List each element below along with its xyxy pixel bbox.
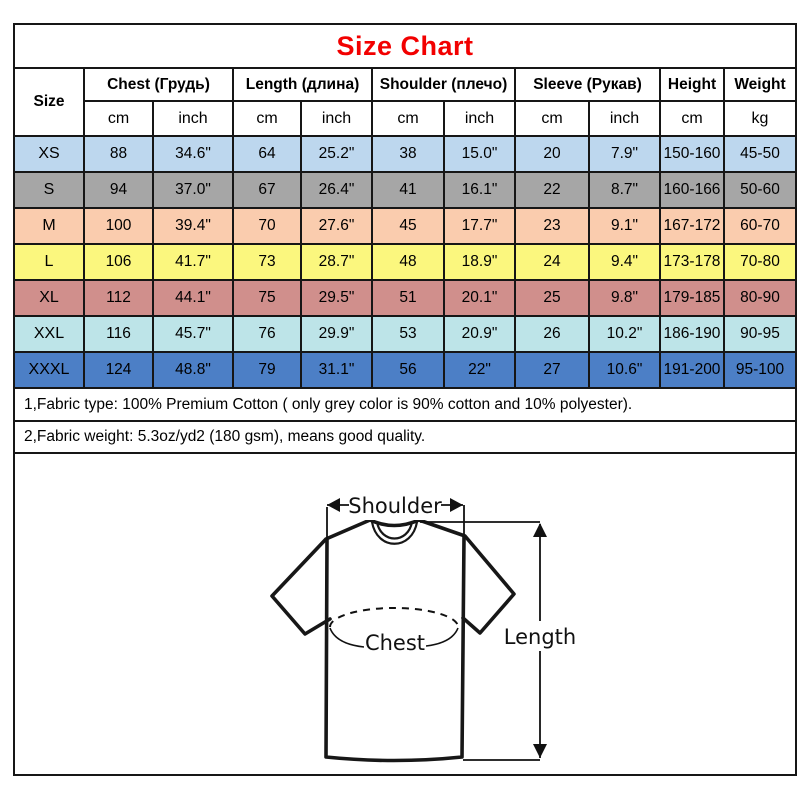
cell: 179-185 (660, 280, 724, 316)
size-label: XS (14, 136, 84, 172)
cell: 50-60 (724, 172, 796, 208)
chest-label: Chest (364, 631, 426, 655)
cell: 48.8" (153, 352, 233, 388)
cell: 76 (233, 316, 301, 352)
size-row-xxxl (14, 352, 796, 388)
cell: 9.8" (589, 280, 660, 316)
cell: 160-166 (660, 172, 724, 208)
unit-cell: cm (233, 101, 301, 136)
cell: 20.1" (444, 280, 515, 316)
cell: 167-172 (660, 208, 724, 244)
page-title: Size Chart (14, 24, 796, 68)
cell: 100 (84, 208, 153, 244)
shoulder-arrowhead-right (450, 498, 463, 512)
cell: 48 (372, 244, 444, 280)
col-header-sleeve: Sleeve (Рукав) (515, 68, 660, 101)
col-header-chest: Chest (Грудь) (84, 68, 233, 101)
cell: 106 (84, 244, 153, 280)
unit-cell: cm (84, 101, 153, 136)
cell: 16.1" (444, 172, 515, 208)
fabric-type-note: 1,Fabric type: 100% Premium Cotton ( only grey color is 90% cotton and 10% polyester). (14, 388, 796, 421)
cell: 28.7" (301, 244, 372, 280)
tshirt-left-sleeve (272, 520, 370, 634)
header-units-row (14, 101, 796, 136)
size-label: M (14, 208, 84, 244)
cell: 17.7" (444, 208, 515, 244)
unit-cell: inch (589, 101, 660, 136)
note-row-2 (14, 421, 796, 453)
cell: 39.4" (153, 208, 233, 244)
size-label: L (14, 244, 84, 280)
cell: 56 (372, 352, 444, 388)
cell: 45 (372, 208, 444, 244)
unit-cell: kg (724, 101, 796, 136)
header-group-row (14, 68, 796, 101)
cell: 22" (444, 352, 515, 388)
unit-cell: cm (372, 101, 444, 136)
cell: 51 (372, 280, 444, 316)
size-label: XXXL (14, 352, 84, 388)
cell: 53 (372, 316, 444, 352)
cell: 88 (84, 136, 153, 172)
cell: 29.5" (301, 280, 372, 316)
col-header-height: Height (660, 68, 724, 101)
cell: 20.9" (444, 316, 515, 352)
col-header-length: Length (длина) (233, 68, 372, 101)
cell: 8.7" (589, 172, 660, 208)
cell: 27 (515, 352, 589, 388)
cell: 116 (84, 316, 153, 352)
size-label: XXL (14, 316, 84, 352)
note-row-1 (14, 388, 796, 421)
cell: 18.9" (444, 244, 515, 280)
cell: 41.7" (153, 244, 233, 280)
shoulder-label: Shoulder (348, 494, 442, 518)
col-header-shoulder: Shoulder (плечо) (372, 68, 515, 101)
size-row-l (14, 244, 796, 280)
unit-cell: inch (301, 101, 372, 136)
tshirt-right-sleeve (419, 520, 514, 633)
cell: 64 (233, 136, 301, 172)
col-header-size: Size (14, 68, 84, 136)
cell: 95-100 (724, 352, 796, 388)
size-row-xxl (14, 316, 796, 352)
shoulder-arrowhead-left (327, 498, 340, 512)
cell: 80-90 (724, 280, 796, 316)
size-label: XL (14, 280, 84, 316)
size-row-m (14, 208, 796, 244)
cell: 45-50 (724, 136, 796, 172)
cell: 73 (233, 244, 301, 280)
cell: 27.6" (301, 208, 372, 244)
cell: 31.1" (301, 352, 372, 388)
cell: 150-160 (660, 136, 724, 172)
cell: 45.7" (153, 316, 233, 352)
unit-cell: inch (153, 101, 233, 136)
size-row-xl (14, 280, 796, 316)
cell: 22 (515, 172, 589, 208)
cell: 25.2" (301, 136, 372, 172)
cell: 124 (84, 352, 153, 388)
unit-cell: cm (515, 101, 589, 136)
diagram-row (14, 453, 796, 775)
cell: 34.6" (153, 136, 233, 172)
cell: 10.2" (589, 316, 660, 352)
cell: 79 (233, 352, 301, 388)
cell: 60-70 (724, 208, 796, 244)
cell: 67 (233, 172, 301, 208)
size-label: S (14, 172, 84, 208)
cell: 38 (372, 136, 444, 172)
length-arrowhead-up (533, 523, 547, 537)
chest-arc-right (426, 628, 458, 646)
title-row (14, 24, 796, 68)
chest-arc-left (330, 628, 364, 647)
cell: 41 (372, 172, 444, 208)
cell: 9.1" (589, 208, 660, 244)
cell: 20 (515, 136, 589, 172)
chest-dashed-arc (330, 608, 458, 627)
cell: 70 (233, 208, 301, 244)
fabric-weight-note: 2,Fabric weight: 5.3oz/yd2 (180 gsm), means good quality. (14, 421, 796, 453)
cell: 186-190 (660, 316, 724, 352)
unit-cell: cm (660, 101, 724, 136)
cell: 75 (233, 280, 301, 316)
length-arrowhead-down (533, 744, 547, 758)
size-row-s (14, 172, 796, 208)
col-header-weight: Weight (724, 68, 796, 101)
cell: 7.9" (589, 136, 660, 172)
cell: 24 (515, 244, 589, 280)
cell: 70-80 (724, 244, 796, 280)
cell: 29.9" (301, 316, 372, 352)
cell: 26.4" (301, 172, 372, 208)
unit-cell: inch (444, 101, 515, 136)
size-chart-sheet (13, 23, 795, 776)
size-row-xs (14, 136, 796, 172)
size-chart-table (13, 23, 797, 776)
length-label: Length (503, 625, 577, 649)
cell: 173-178 (660, 244, 724, 280)
cell: 26 (515, 316, 589, 352)
cell: 44.1" (153, 280, 233, 316)
cell: 10.6" (589, 352, 660, 388)
cell: 191-200 (660, 352, 724, 388)
cell: 112 (84, 280, 153, 316)
cell: 23 (515, 208, 589, 244)
tshirt-measurement-diagram (15, 454, 795, 774)
cell: 94 (84, 172, 153, 208)
cell: 25 (515, 280, 589, 316)
cell: 9.4" (589, 244, 660, 280)
cell: 90-95 (724, 316, 796, 352)
cell: 15.0" (444, 136, 515, 172)
cell: 37.0" (153, 172, 233, 208)
